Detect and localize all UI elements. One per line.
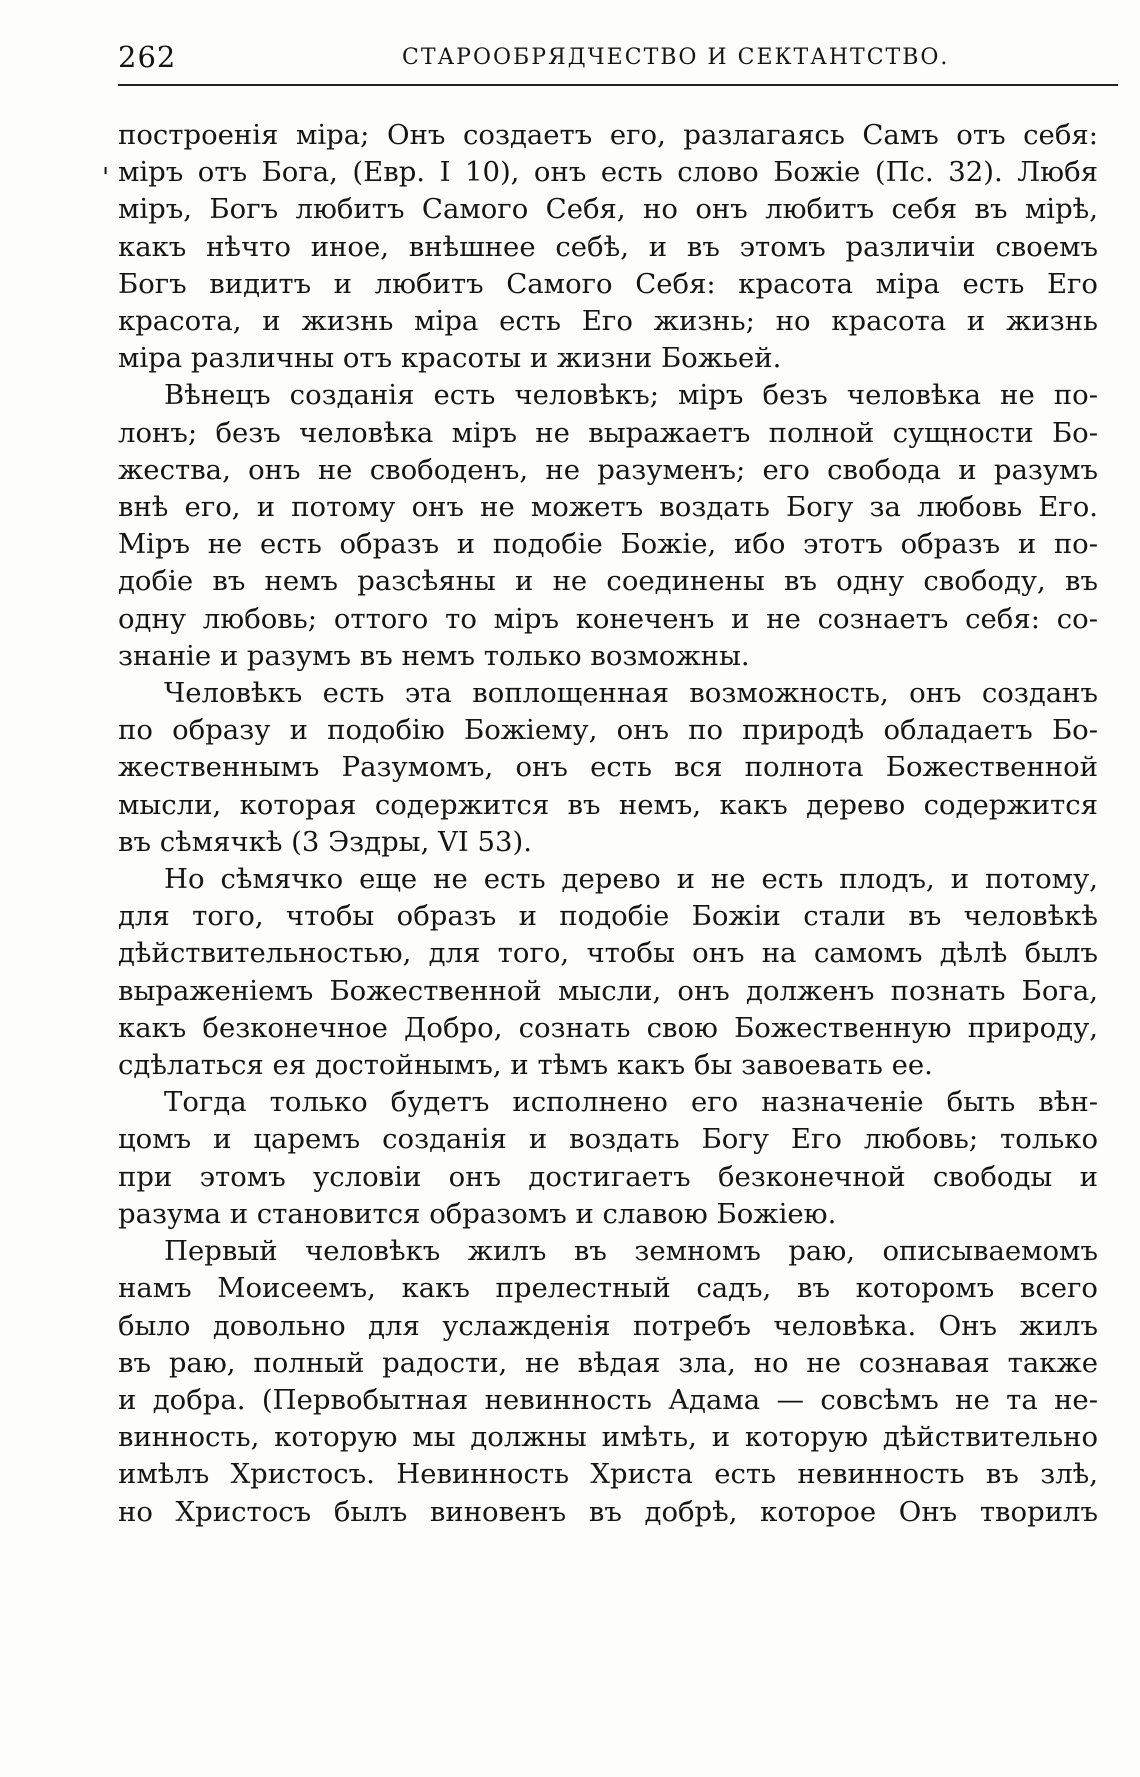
text-line: лонъ; безъ человѣка міръ не выражаетъ полной сущности Бо- [118, 416, 1098, 449]
text-line: дѣйствительностью, для того, чтобы онъ на самомъ дѣлѣ былъ [118, 937, 1098, 970]
text-line: міръ, Богъ любитъ Самого Себя, но онъ любитъ себя въ мірѣ, [118, 193, 1098, 226]
text-line: Первый человѣкъ жилъ въ земномъ раю, описываемомъ [164, 1235, 1098, 1268]
text-line: выраженіемъ Божественной мысли, онъ долженъ познать Бога, [118, 974, 1098, 1007]
text-line: по образу и подобію Божіему, онъ по природѣ обладаетъ Бо- [118, 714, 1098, 747]
text-line: внѣ его, и потому онъ не можетъ воздать Богу за любовь Его. [118, 491, 1098, 524]
text-line: при этомъ условіи онъ достигаетъ безконечной свободы и [118, 1160, 1098, 1193]
header-rule [118, 84, 1118, 86]
text-line: разума и становится образомъ и славою Божіею. [118, 1197, 837, 1230]
text-line: въ раю, полный радости, не вѣдая зла, но не сознавая также [118, 1346, 1098, 1379]
text-line: мысли, которая содержится въ немъ, какъ дерево содержится [118, 788, 1098, 821]
running-title: СТАРООБРЯДЧЕСТВО И СЕКТАНТСТВО. [402, 45, 950, 70]
text-line: красота, и жизнь міра есть Его жизнь; но красота и жизнь [118, 305, 1098, 338]
margin-mark: ' [102, 163, 110, 193]
text-line: добіе въ немъ разсѣяны и не соединены въ одну свободу, въ [118, 565, 1098, 598]
text-line: Человѣкъ есть эта воплощенная возможность, онъ созданъ [164, 677, 1098, 710]
text-line: какъ безконечное Добро, сознать свою Божественную природу, [118, 1011, 1098, 1044]
text-line: Міръ не есть образъ и подобіе Божіе, ибо этотъ образъ и по- [118, 528, 1098, 561]
text-line: міръ отъ Бога, (Евр. I 10), онъ есть слово Божіе (Пс. 32). Любя [118, 156, 1098, 189]
text-line: жественнымъ Разумомъ, онъ есть вся полнота Божественной [118, 751, 1098, 784]
text-line: было довольно для услажденія потребъ человѣка. Онъ жилъ [118, 1309, 1098, 1342]
text-line: винность, которую мы должны имѣть, и которую дѣйствительно [118, 1421, 1098, 1454]
text-line: Вѣнецъ созданія есть человѣкъ; міръ безъ человѣка не по- [164, 379, 1098, 412]
text-line: жества, онъ не свободенъ, не разуменъ; его свобода и разумъ [118, 453, 1098, 486]
text-line: для того, чтобы образъ и подобіе Божіи стали въ человѣкѣ [118, 900, 1098, 933]
text-line: Богъ видитъ и любитъ Самого Себя: красота міра есть Его [118, 267, 1098, 300]
text-line: Но сѣмячко еще не есть дерево и не есть плодъ, и потому, [164, 863, 1098, 896]
text-line: намъ Моисеемъ, какъ прелестный садъ, въ которомъ всего [118, 1272, 1098, 1305]
text-line: одну любовь; оттого то міръ конеченъ и не сознаетъ себя: со- [118, 602, 1098, 635]
text-line: міра различны отъ красоты и жизни Божьей. [118, 342, 782, 375]
page-number: 262 [118, 40, 177, 74]
text-line: знаніе и разумъ въ немъ только возможны. [118, 639, 750, 672]
text-line: сдѣлаться ея достойнымъ, и тѣмъ какъ бы завоевать ее. [118, 1049, 933, 1082]
text-line: цомъ и царемъ созданія и воздать Богу Его любовь; только [118, 1123, 1098, 1156]
text-line: построенія міра; Онъ создаетъ его, разлагаясь Самъ отъ себя: [118, 119, 1098, 151]
text-line: въ сѣмячкѣ (3 Эздры, VI 53). [118, 825, 532, 858]
text-line: Тогда только будетъ исполнено его назначеніе быть вѣн- [164, 1086, 1098, 1119]
page-header [118, 40, 1118, 80]
body-text [118, 117, 1098, 1531]
text-line: имѣлъ Христосъ. Невинность Христа есть невинность въ злѣ, [118, 1458, 1098, 1491]
text-line: какъ нѣчто иное, внѣшнее себѣ, и въ этомъ различіи своемъ [118, 230, 1098, 263]
text-line: и добра. (Первобытная невинность Адама — совсѣмъ не та не- [118, 1383, 1098, 1416]
text-line: но Христосъ былъ виновенъ въ добрѣ, которое Онъ творилъ [118, 1495, 1098, 1528]
